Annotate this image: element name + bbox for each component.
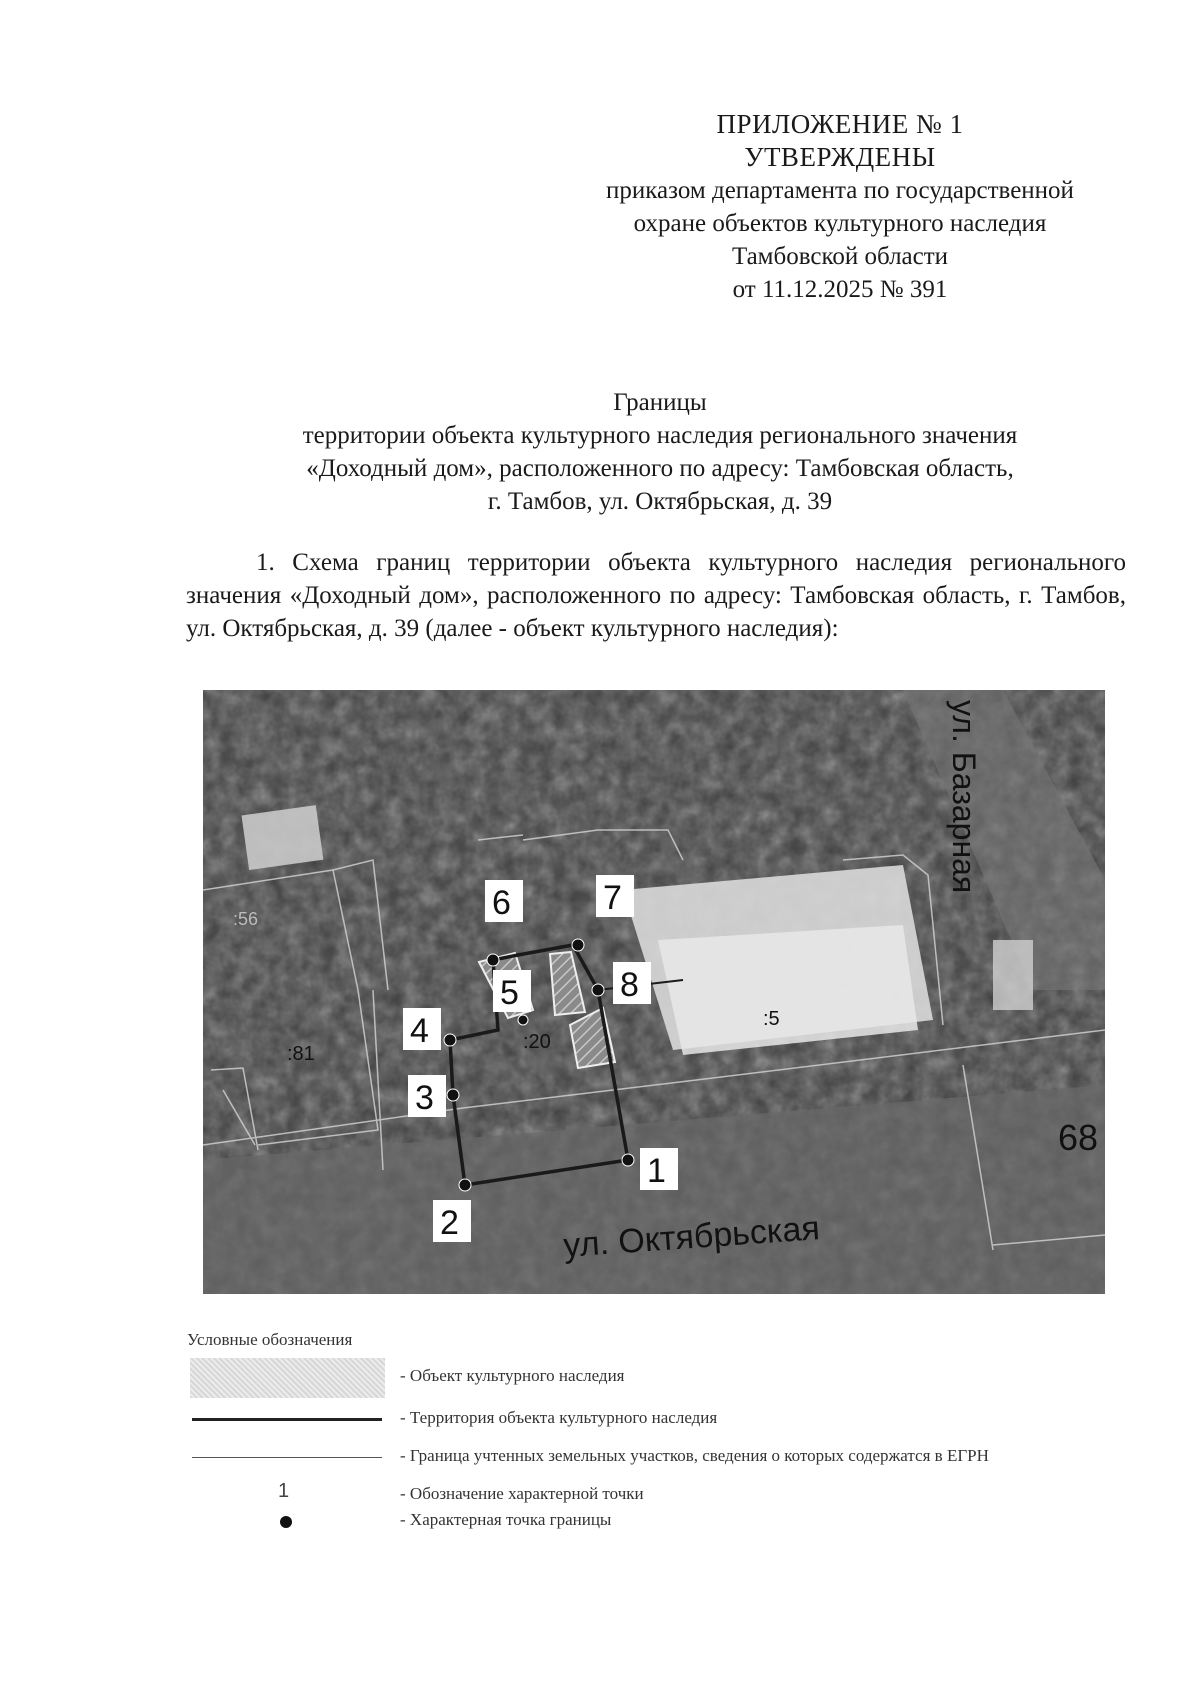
point-1-dot: [622, 1154, 634, 1166]
approval-order-line: приказом департамента по государственной: [606, 177, 1074, 204]
approval-region-line: Тамбовской области: [731, 243, 949, 270]
approval-department-line: охране объектов культурного наследия: [633, 210, 1047, 237]
title-line-4: г. Тамбов, ул. Октябрьская, д. 39: [487, 488, 833, 515]
point-5-label: 5: [500, 974, 519, 1012]
point-3-label: 3: [415, 1079, 434, 1117]
title-line-1: Границы: [613, 389, 707, 416]
approved-label: УТВЕРЖДЕНЫ: [744, 142, 936, 172]
legend-item-heritage-object: - Объект культурного наследия: [185, 1358, 1145, 1398]
thick-line-icon: [192, 1418, 382, 1421]
point-8-label: 8: [620, 966, 639, 1004]
point-1-label: 1: [647, 1152, 666, 1190]
legend-item-point-dot: - Характерная точка границы: [185, 1502, 1145, 1542]
hatched-fill-icon: [190, 1358, 385, 1398]
boundary-scheme-map: [203, 690, 1105, 1294]
appendix-number: ПРИЛОЖЕНИЕ № 1: [716, 109, 964, 139]
legend-item-point-label: 1 - Обозначение характерной точки: [278, 1480, 644, 1503]
point-4-dot: [444, 1034, 456, 1046]
point-2-dot: [459, 1179, 471, 1191]
point-7-dot: [572, 939, 584, 951]
scheme-paragraph: 1. Схема границ территории объекта культурного наследия регионального значения «Доходный дом», расположенного по адресу: Тамбовская область, г. Тамбов, ул. Октябрьская, д. 39 (далее - объект культурного наследия):: [186, 549, 1126, 642]
legend-title: Условные обозначения: [187, 1330, 353, 1349]
point-7-label: 7: [603, 879, 622, 917]
thin-line-icon: [192, 1457, 382, 1458]
point-6-label: 6: [492, 884, 511, 922]
legend-item-territory: - Территория объекта культурного наследия: [185, 1400, 1145, 1440]
parcel-5-label: :5: [763, 1008, 780, 1030]
point-3-dot: [447, 1089, 459, 1101]
parcel-81-label: :81: [287, 1043, 315, 1065]
approval-date-line: от 11.12.2025 № 391: [732, 276, 948, 303]
street-bazarnaya-label: ул. Базарная: [946, 700, 982, 894]
parcel-20-label: :20: [523, 1031, 551, 1053]
title-line-3: «Доходный дом», расположенного по адресу: Тамбовская область,: [306, 455, 1014, 482]
point-number-icon: 1: [278, 1480, 290, 1502]
point-5-dot: [518, 1015, 528, 1025]
approval-block: [560, 108, 1120, 306]
point-2-label: 2: [440, 1204, 459, 1242]
title-line-2: территории объекта культурного наследия регионального значения: [302, 422, 1018, 449]
document-title: [180, 386, 1140, 518]
legend-item-parcel-boundary: - Граница учтенных земельных участков, сведения о которых содержатся в ЕГРН: [185, 1438, 1145, 1478]
point-4-label: 4: [410, 1012, 429, 1050]
parcel-56-label: :56: [233, 909, 259, 929]
point-8-dot: [592, 984, 604, 996]
street-oktyabrskaya-label: ул. Октябрьская: [562, 1209, 821, 1265]
block-68-label: 68: [1058, 1117, 1099, 1158]
point-6-dot: [487, 954, 499, 966]
point-dot-icon: [280, 1516, 292, 1528]
